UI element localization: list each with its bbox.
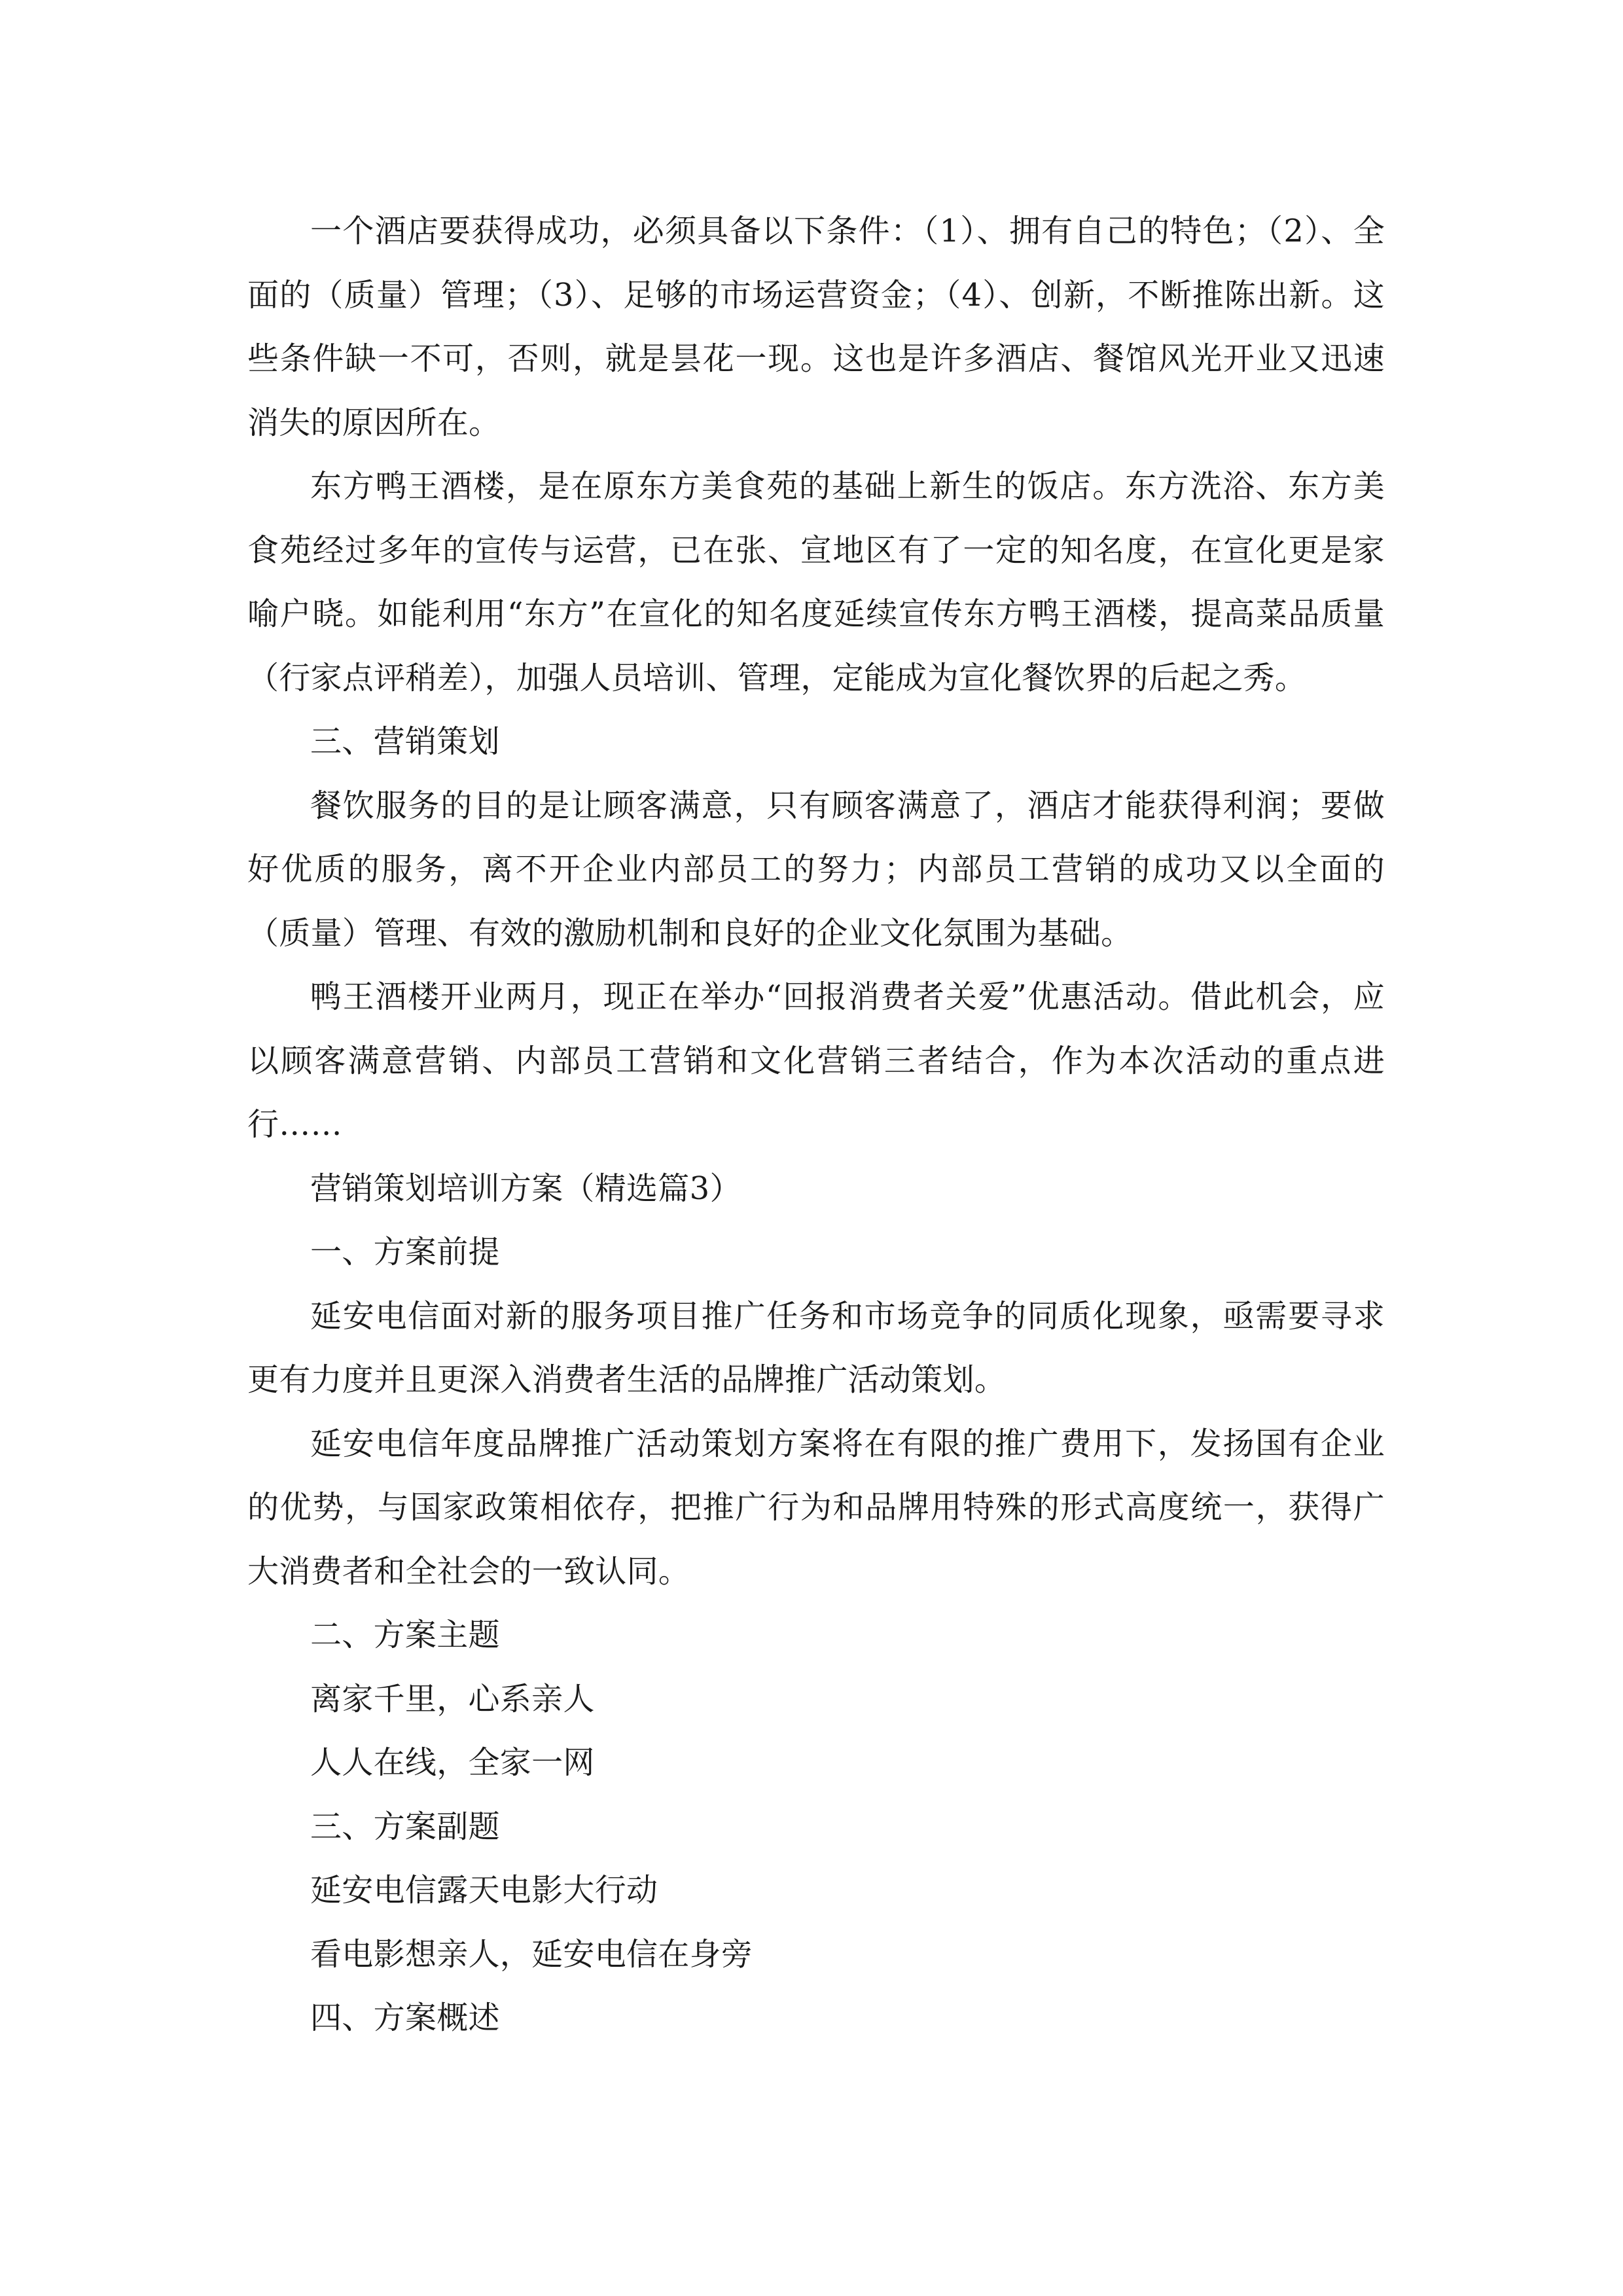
- heading-plan-premise: 一、方案前提: [310, 1234, 500, 1270]
- subtitle-line-1: 延安电信露天电影大行动: [310, 1872, 658, 1909]
- theme-line-2: 人人在线，全家一网: [310, 1744, 595, 1781]
- paragraph-hotel-success-conditions: 一个酒店要获得成功，必须具备以下条件：（1）、拥有自己的特色；（2）、全面的（质量）管理；（3）、足够的市场运营资金；（4）、创新，不断推陈出新。这些条件缺一不可，否则，就是昙花一现。这也是许多酒店、餐馆风光开业又迅速消失的原因所在。: [247, 213, 1385, 441]
- heading-marketing-plan: 三、营销策划: [310, 723, 500, 760]
- paragraph-telecom-challenge: 延安电信面对新的服务项目推广任务和市场竞争的同质化现象，亟需要寻求更有力度并且更深入消费者生活的品牌推广活动策划。: [247, 1297, 1385, 1398]
- paragraph-dongfang-duck-restaurant: 东方鸭王酒楼，是在原东方美食苑的基础上新生的饭店。东方洗浴、东方美食苑经过多年的宣传与运营，已在张、宣地区有了一定的知名度，在宣化更是家喻户晓。如能利用“东方”在宣化的知名度延续宣传东方鸭王酒楼，提高菜品质量（行家点评稍差），加强人员培训、管理，定能成为宣化餐饮界的后起之秀。: [247, 468, 1385, 696]
- heading-plan-overview: 四、方案概述: [310, 2000, 500, 2036]
- paragraph-service-purpose: 餐饮服务的目的是让顾客满意，只有顾客满意了，酒店才能获得利润；要做好优质的服务，离不开企业内部员工的努力；内部员工营销的成功又以全面的（质量）管理、有效的激励机制和良好的企业文化氛围为基础。: [247, 787, 1385, 952]
- paragraph-telecom-annual-plan: 延安电信年度品牌推广活动策划方案将在有限的推广费用下，发扬国有企业的优势，与国家政策相依存，把推广行为和品牌用特殊的形式高度统一，获得广大消费者和全社会的一致认同。: [247, 1425, 1385, 1590]
- heading-plan-subtitle: 三、方案副题: [310, 1808, 500, 1845]
- heading-training-plan-3: 营销策划培训方案（精选篇3）: [310, 1170, 741, 1207]
- paragraph-promotion-activity: 鸭王酒楼开业两月，现正在举办“回报消费者关爱”优惠活动。借此机会，应以顾客满意营销、内部员工营销和文化营销三者结合，作为本次活动的重点进行……: [247, 978, 1385, 1143]
- theme-line-1: 离家千里，心系亲人: [310, 1680, 595, 1717]
- subtitle-line-2: 看电影想亲人，延安电信在身旁: [310, 1935, 753, 1973]
- document-body: [247, 200, 1385, 2051]
- heading-plan-theme: 二、方案主题: [310, 1617, 500, 1653]
